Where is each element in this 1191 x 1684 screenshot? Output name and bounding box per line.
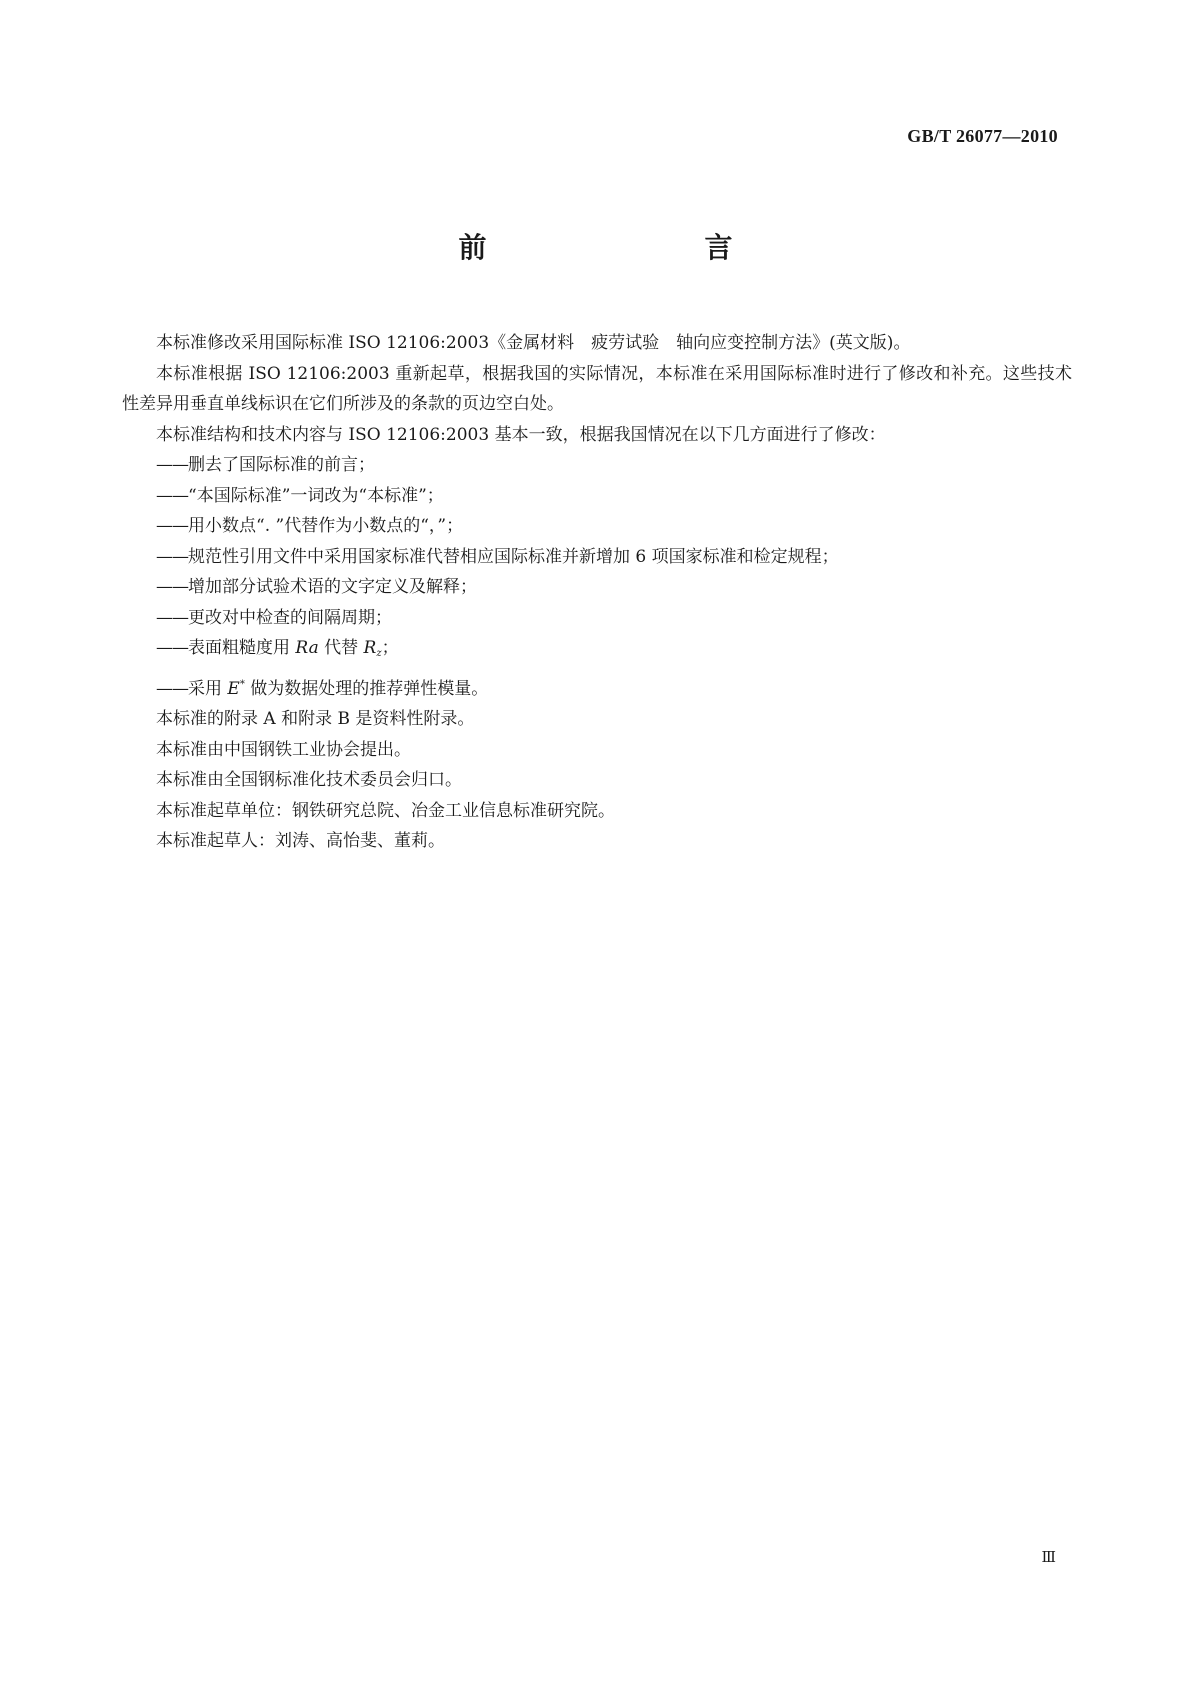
- list-dash: ——: [156, 638, 188, 658]
- list-dash: ——: [156, 516, 188, 536]
- list-item-text: 做为数据处理的推荐弹性模量。: [244, 678, 489, 699]
- list-item: [122, 633, 1072, 670]
- list-item-text: 更改对中检查的间隔周期；: [188, 607, 392, 628]
- list-item-text: 增加部分试验术语的文字定义及解释；: [188, 577, 477, 597]
- list-item: [122, 603, 1072, 634]
- paragraph-modifications-intro: 本标准结构和技术内容与 ISO 12106:2003 基本一致，根据我国情况在以下几方面进行了修改：: [156, 424, 886, 445]
- list-dash: ——: [156, 577, 188, 597]
- list-dash: ——: [156, 607, 188, 628]
- roughness-symbol-ra: Ra: [295, 638, 319, 658]
- list-item: [122, 511, 1072, 542]
- modulus-symbol: E: [227, 678, 240, 699]
- list-item-text: 代替: [318, 638, 364, 658]
- paragraph-adoption: 本标准修改采用国际标准 ISO 12106:2003《金属材料 疲劳试验 轴向应变控制方法》(英文版)。: [156, 333, 911, 353]
- list-item-text: 表面粗糙度用: [188, 638, 296, 658]
- paragraph-drafters: 本标准起草人：刘涛、高怡斐、董莉。: [156, 831, 445, 851]
- list-item: [122, 481, 1072, 512]
- paragraph-proposer: 本标准由中国钢铁工业协会提出。: [156, 739, 411, 760]
- paragraph-technical-committee: 本标准由全国钢标准化技术委员会归口。: [156, 770, 462, 790]
- list-item-text: “本国际标准”一词改为“本标准”；: [188, 485, 444, 506]
- page-number: Ⅲ: [1041, 1550, 1056, 1566]
- roughness-symbol-r: R: [363, 638, 377, 658]
- document-body: [122, 328, 1072, 857]
- roughness-symbol-subscript: z: [376, 648, 382, 659]
- paragraph-redrafting: 本标准根据 ISO 12106:2003 重新起草，根据我国的实际情况，本标准在采用国际标准时进行了修改和补充。这些技术性差异用垂直单线标识在它们所涉及的条款的页边空白处。: [122, 363, 1072, 414]
- list-item: [122, 542, 1072, 573]
- list-dash: ——: [156, 678, 188, 699]
- list-item-text: 用小数点“. ”代替作为小数点的“，”；: [188, 516, 464, 536]
- list-item-text: 采用: [188, 678, 228, 699]
- paragraph-annexes: 本标准的附录 A 和附录 B 是资料性附录。: [156, 709, 475, 729]
- list-dash: ——: [156, 485, 188, 506]
- list-dash: ——: [156, 455, 188, 475]
- list-item-text: 规范性引用文件中采用国家标准代替相应国际标准并新增加 6 项国家标准和检定规程；: [188, 546, 839, 567]
- list-item: [122, 572, 1072, 603]
- list-item: [122, 450, 1072, 481]
- list-item: [122, 670, 1072, 705]
- list-item-text: ；: [381, 638, 399, 658]
- standard-code: GB/T 26077—2010: [907, 126, 1058, 146]
- modulus-symbol-superscript: *: [239, 678, 245, 690]
- paragraph-drafting-organizations: 本标准起草单位：钢铁研究总院、冶金工业信息标准研究院。: [156, 800, 615, 821]
- list-item-text: 删去了国际标准的前言；: [188, 455, 375, 475]
- list-dash: ——: [156, 546, 188, 567]
- page-title: 前 言: [458, 231, 787, 264]
